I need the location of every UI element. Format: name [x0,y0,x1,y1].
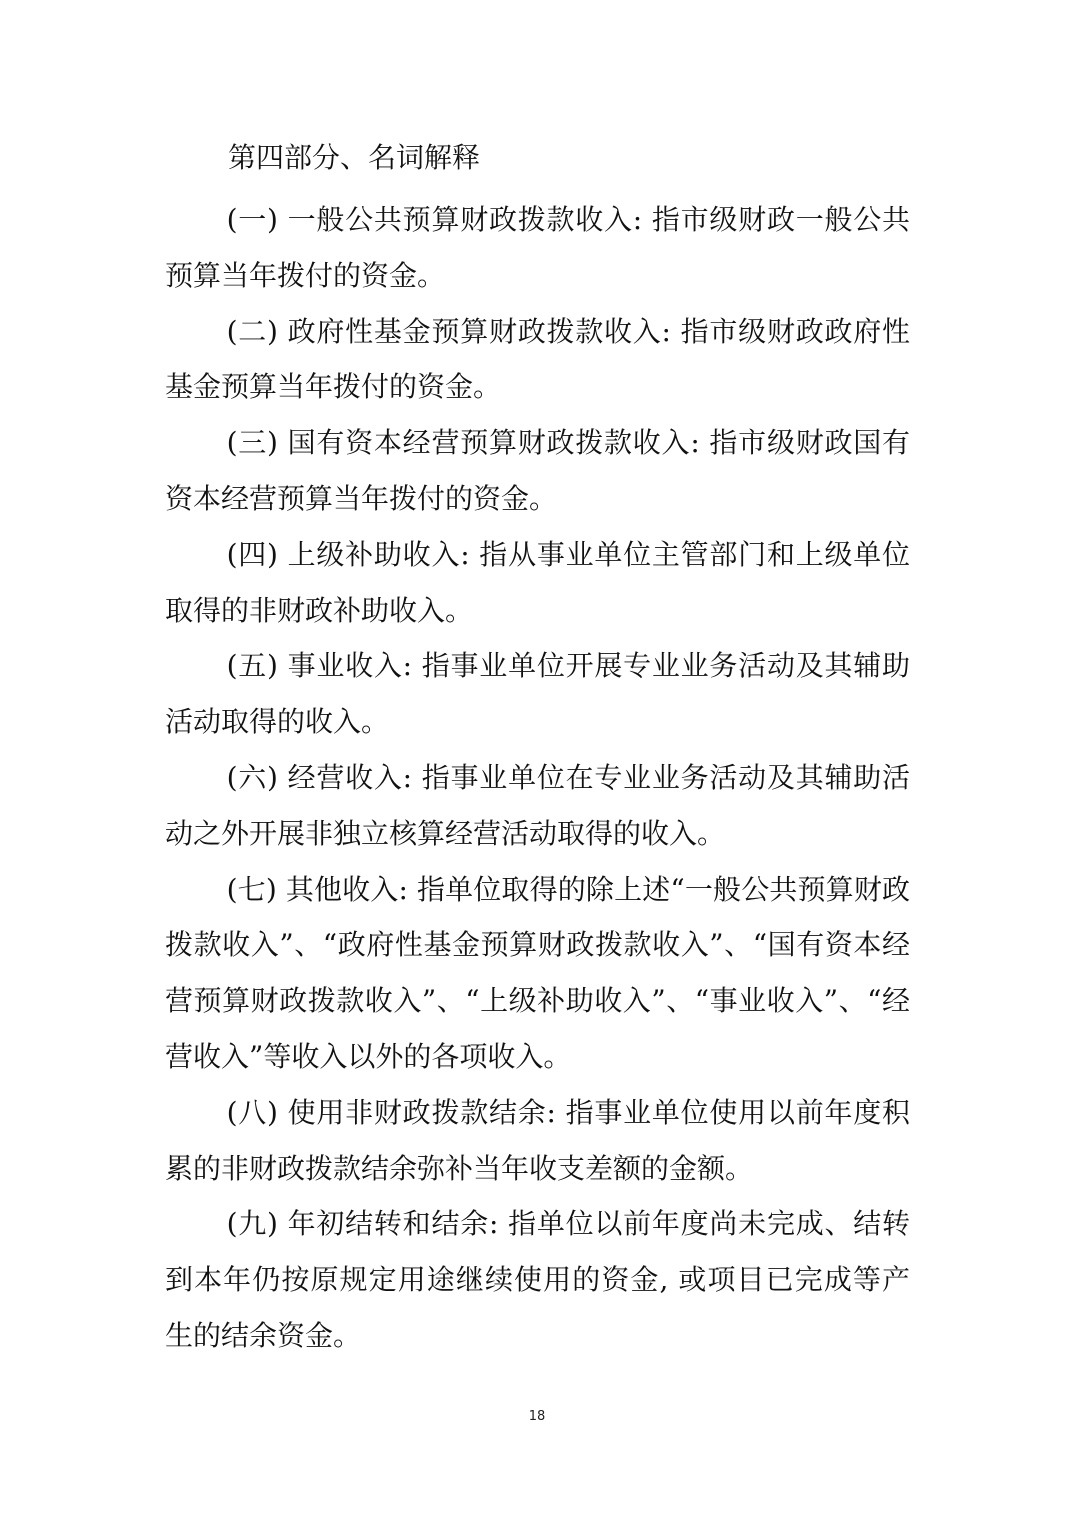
definition-paragraph-8: (八) 使用非财政拨款结余: 指事业单位使用以前年度积累的非财政拨款结余弥补当年收支差额的金额。 [165,1095,910,1185]
definition-paragraph-6: (六) 经营收入: 指事业单位在专业业务活动及其辅助活动之外开展非独立核算经营活动取得的收入。 [165,760,910,850]
page-number: 18 [528,1409,546,1424]
section-heading: 第四部分、名词解释 [228,141,481,174]
definition-paragraph-3: (三) 国有资本经营预算财政拨款收入: 指市级财政国有资本经营预算当年拨付的资金。 [165,426,910,515]
definition-paragraph-5: (五) 事业收入: 指事业单位开展专业业务活动及其辅助活动取得的收入。 [165,649,910,739]
definition-paragraph-9: (九) 年初结转和结余: 指单位以前年度尚未完成、结转到本年仍按原规定用途继续使用的资金, 或项目已完成等产生的结余资金。 [165,1207,910,1352]
definition-paragraph-7: (七) 其他收入: 指单位取得的除上述“一般公共预算财政拨款收入”、“政府性基金预算财政拨款收入”、“国有资本经营预算财政拨款收入”、“上级补助收入”、“事业收入”、“经营收入”等收入以外的各项收入。 [165,872,910,1073]
definition-paragraph-1: (一) 一般公共预算财政拨款收入: 指市级财政一般公共预算当年拨付的资金。 [165,203,910,292]
definitions-body [165,192,910,1364]
definition-paragraph-4: (四) 上级补助收入: 指从事业单位主管部门和上级单位取得的非财政补助收入。 [165,537,910,627]
definition-paragraph-2: (二) 政府性基金预算财政拨款收入: 指市级财政政府性基金预算当年拨付的资金。 [165,314,910,404]
